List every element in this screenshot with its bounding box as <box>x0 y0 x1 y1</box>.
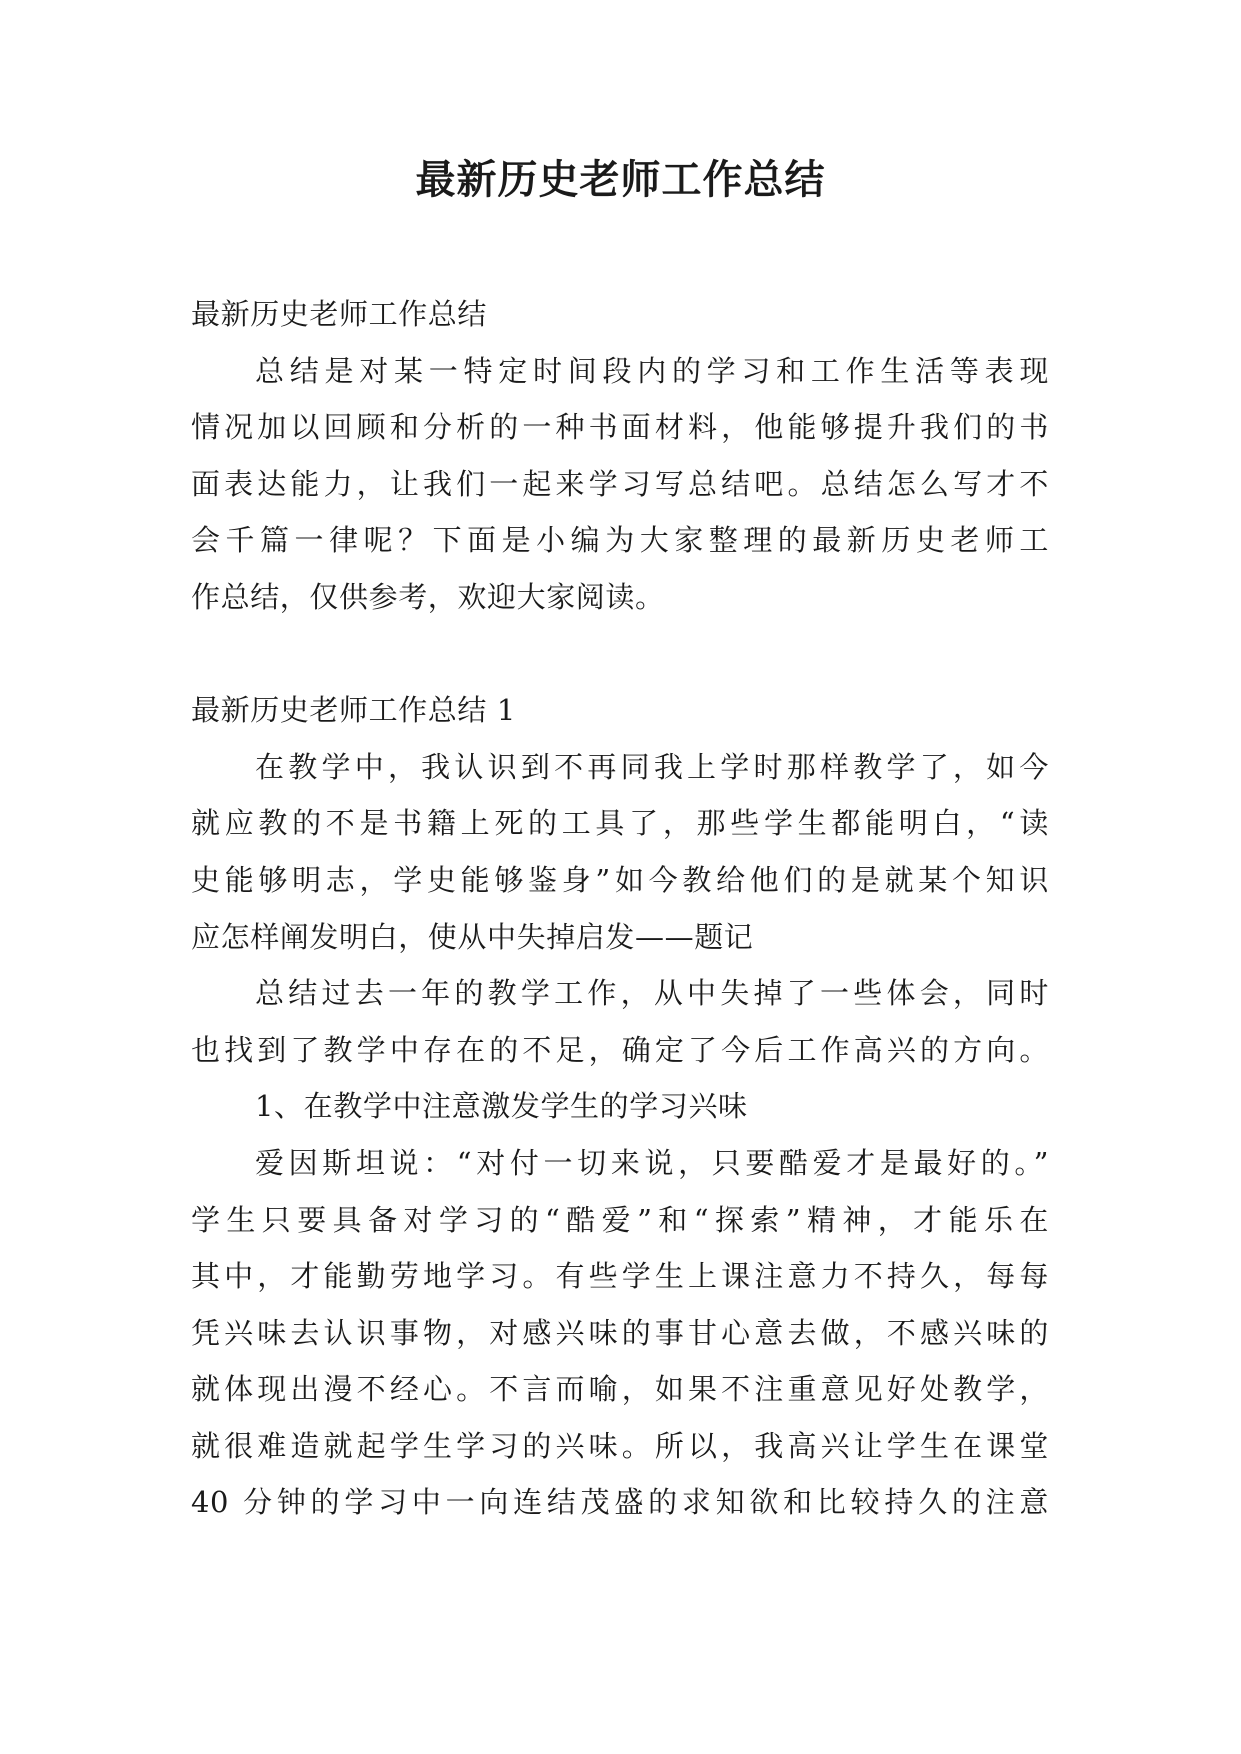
text-line: 总结是对某一特定时间段内的学习和工作生活等表现 <box>255 353 1049 388</box>
text-line: 其中，才能勤劳地学习。有些学生上课注意力不持久，每每 <box>191 1259 1049 1294</box>
document-title: 最新历史老师工作总结 <box>415 157 826 203</box>
text-line: 就体现出漫不经心。不言而喻，如果不注重意见好处教学， <box>191 1372 1049 1407</box>
text-line: 最新历史老师工作总结 <box>191 297 488 331</box>
text-line: 也找到了教学中存在的不足，确定了今后工作高兴的方向。 <box>191 1032 1049 1067</box>
text-line: 就应教的不是书籍上死的工具了，那些学生都能明白，“读 <box>191 806 1049 841</box>
text-line: 情况加以回顾和分析的一种书面材料，他能够提升我们的书 <box>191 410 1049 445</box>
text-line: 40 分钟的学习中一向连结茂盛的求知欲和比较持久的注意 <box>191 1485 1049 1520</box>
text-line: 面表达能力，让我们一起来学习写总结吧。总结怎么写才不 <box>191 466 1049 501</box>
text-line: 最新历史老师工作总结 1 <box>191 693 516 728</box>
paragraph-gap <box>191 626 1049 683</box>
text-line: 就很难造就起学生学习的兴味。所以，我高兴让学生在课堂 <box>191 1428 1049 1463</box>
text-line: 应怎样阐发明白，使从中失掉启发——题记 <box>191 919 754 954</box>
text-line: 爱因斯坦说：“对付一切来说，只要酷爱才是最好的。” <box>255 1145 1049 1180</box>
text-line: 史能够明志，学史能够鉴身”如今教给他们的是就某个知识 <box>191 862 1049 897</box>
text-line: 学生只要具备对学习的“酷爱”和“探索”精神，才能乐在 <box>191 1202 1049 1237</box>
document-body <box>191 286 1049 1531</box>
text-line: 总结过去一年的教学工作，从中失掉了一些体会，同时 <box>255 976 1049 1011</box>
text-line: 在教学中，我认识到不再同我上学时那样教学了，如今 <box>255 749 1049 784</box>
text-line: 1、在教学中注意激发学生的学习兴味 <box>255 1089 748 1124</box>
text-line: 凭兴味去认识事物，对感兴味的事甘心意去做，不感兴味的 <box>191 1315 1049 1350</box>
text-line: 作总结，仅供参考，欢迎大家阅读。 <box>191 579 665 614</box>
text-line: 会千篇一律呢？下面是小编为大家整理的最新历史老师工 <box>191 523 1049 558</box>
